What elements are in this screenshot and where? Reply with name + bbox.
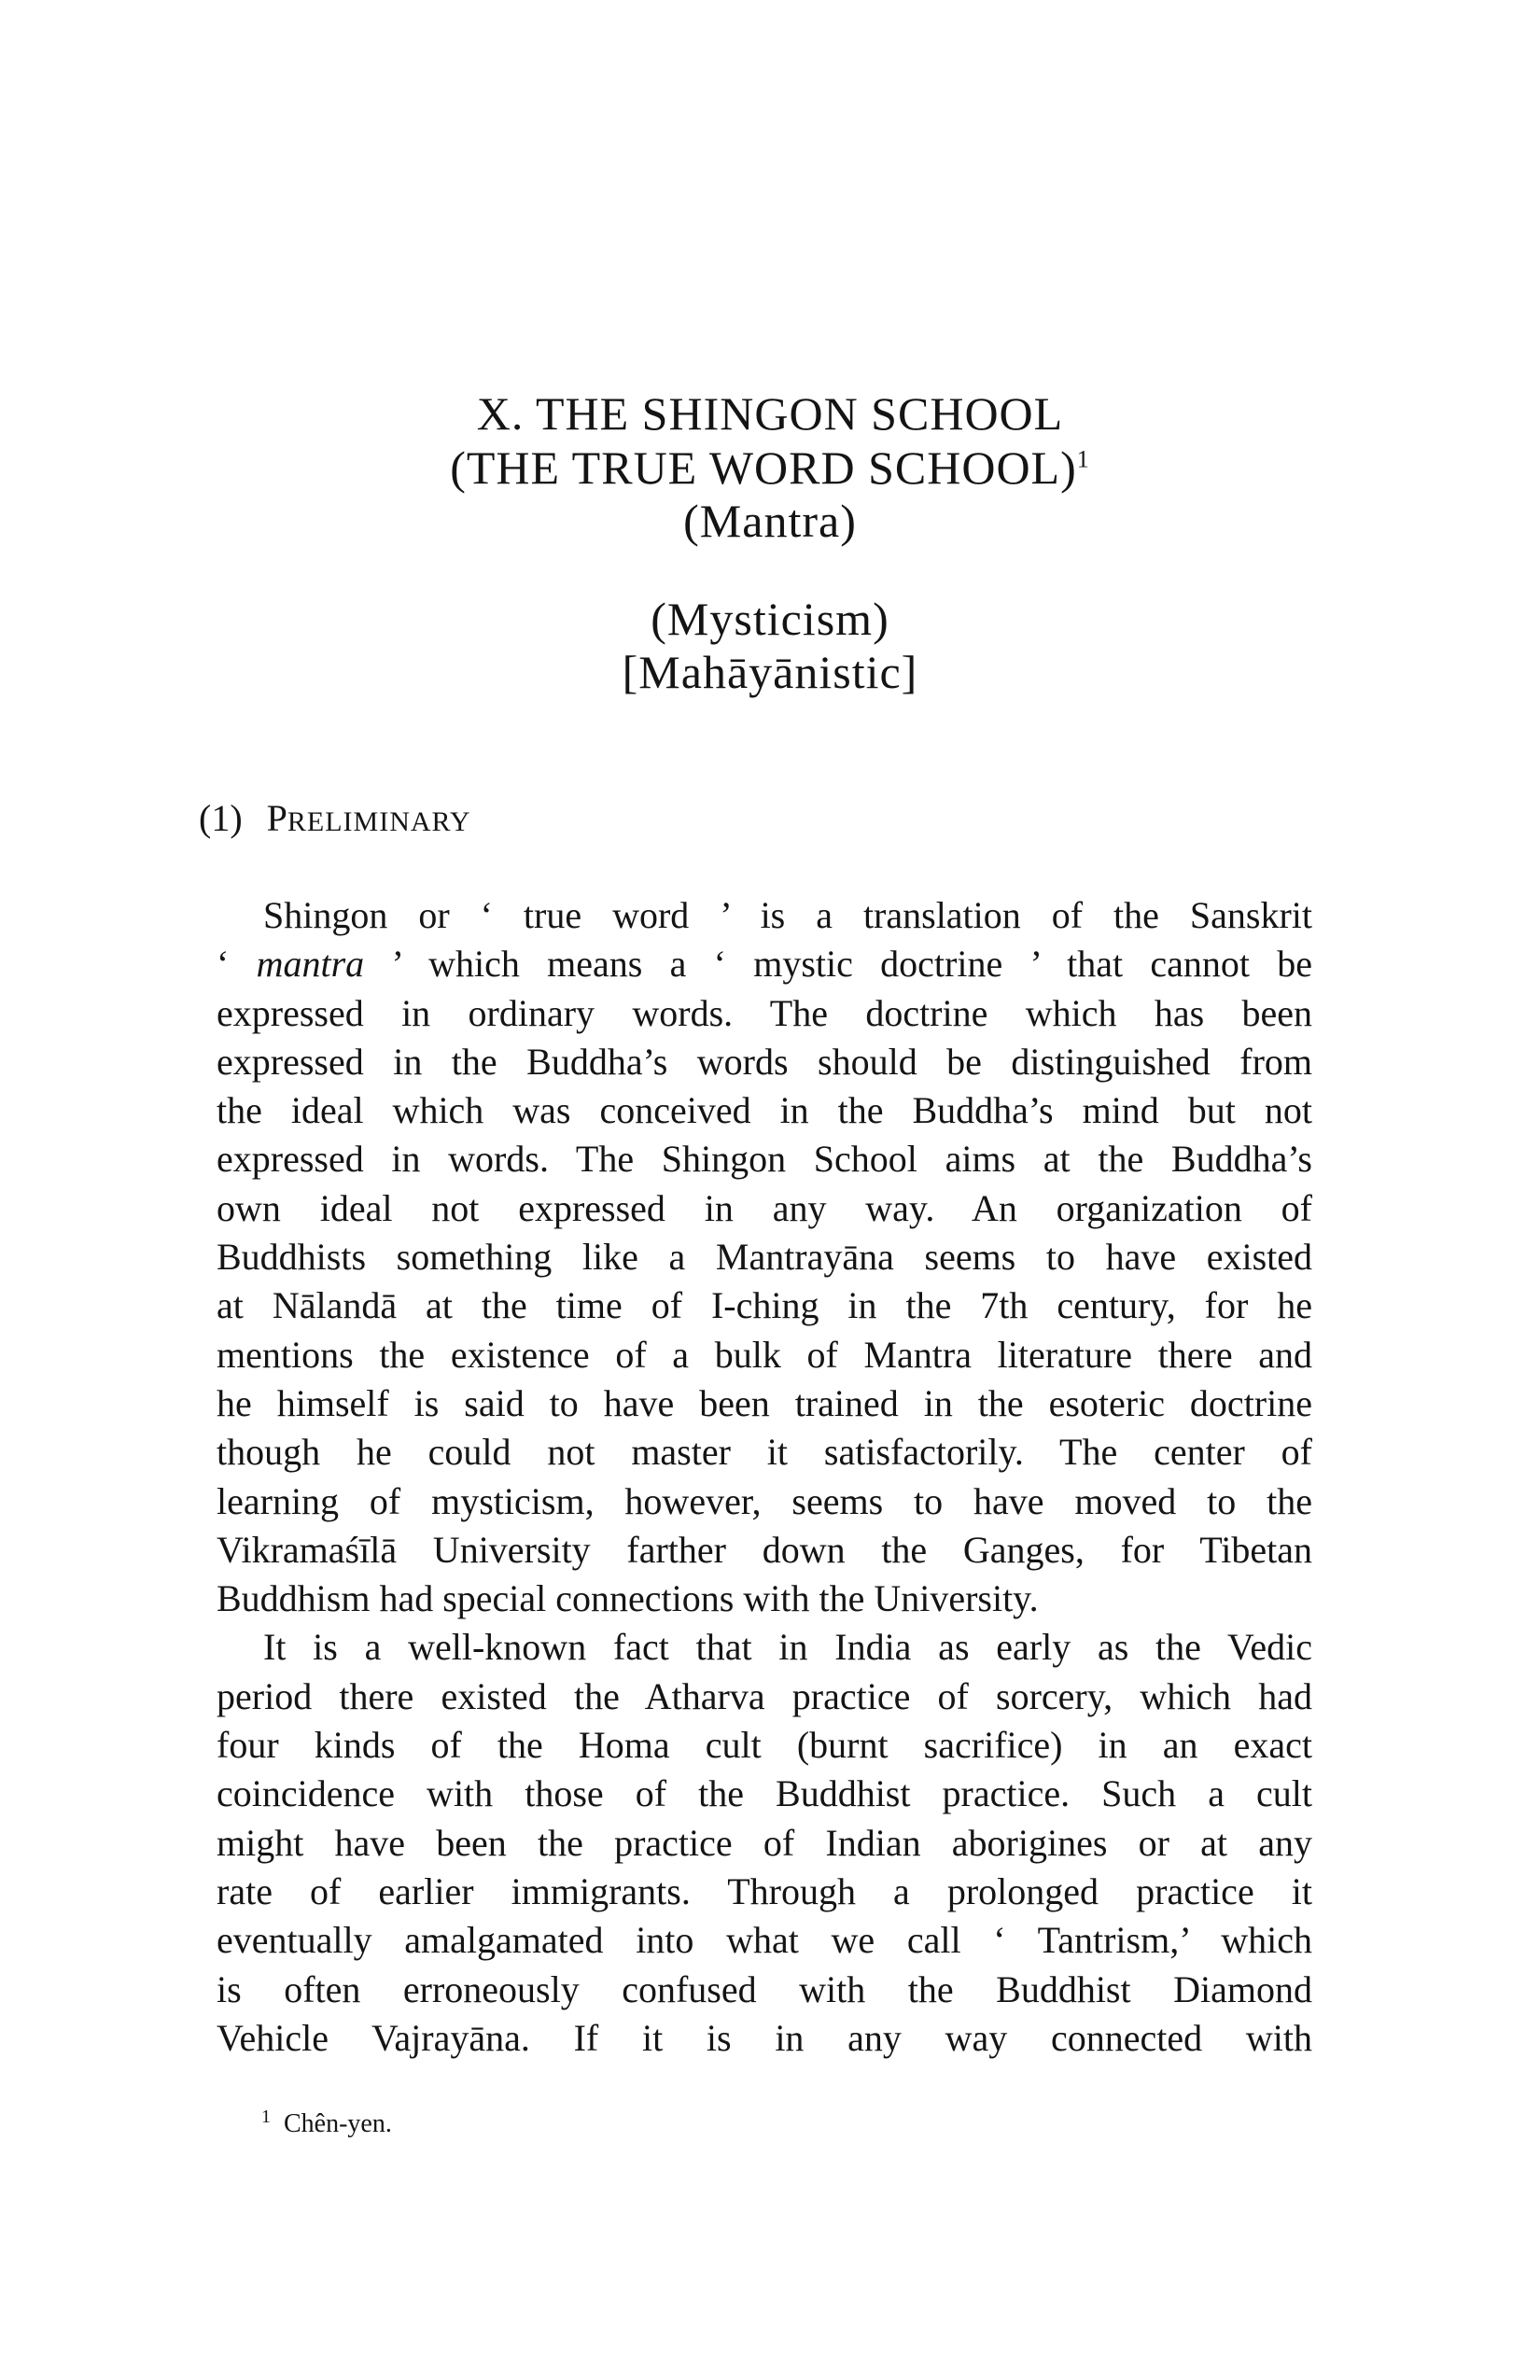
text-line: mentions the existence of a bulk of Mantra literature there and [217,1333,1312,1376]
chapter-subtitle-text: (THE TRUE WORD SCHOOL) [450,441,1077,494]
text-line: Vikramaśīlā University farther down the Ganges, for Tibetan [217,1528,1312,1571]
paragraph [217,891,1312,1623]
text-line: rate of earlier immigrants. Through a prolonged practice it [217,1869,1312,1912]
text-line: Vehicle Vajrayāna. If it is in any way connected with [217,2016,1312,2059]
text-line: ‘ mantra ’ which means a ‘ mystic doctrine ’ that cannot be [217,943,1312,986]
footnote-reference-mark: 1 [1076,445,1090,473]
text-line: Buddhists something like a Mantrayāna seems to have existed [217,1236,1312,1279]
text-line: he himself is said to have been trained in the esoteric doctrine [217,1381,1312,1424]
chapter-title [0,385,1540,442]
section-heading [199,795,471,846]
text-line: expressed in the Buddha’s words should be distinguished from [217,1040,1312,1083]
chapter-subtitle-mahayanistic [0,643,1540,701]
text-line: might have been the practice of Indian aborigines or at any [217,1821,1312,1864]
footnote-text: Chên-yen. [284,2109,392,2138]
footnote [261,2107,392,2141]
text-line: It is a well-known fact that in India as early as the Vedic [263,1626,1312,1669]
chapter-title-text: X. THE SHINGON SCHOOL [476,387,1064,440]
text-line: expressed in ordinary words. The doctrine which has been [217,991,1312,1034]
body-text [217,891,1312,2063]
text-line: period there existed the Atharva practice of sorcery, which had [217,1674,1312,1717]
mantra-label: (Mantra) [683,495,857,547]
text-line: Buddhism had special connections with the University. [217,1577,1039,1620]
text-line: learning of mysticism, however, seems to have moved to the [217,1479,1312,1522]
section-heading-initial: P [266,797,287,839]
text-line: coincidence with those of the Buddhist practice. Such a cult [217,1772,1312,1815]
text-line: is often erroneously confused with the Buddhist Diamond [217,1967,1312,2010]
text-line: though he could not master it satisfactorily. The center of [217,1431,1312,1474]
mahayanistic-label: [Mahāyānistic] [622,646,918,698]
chapter-subtitle-mysticism [0,590,1540,648]
chapter-subtitle [0,439,1540,497]
section-heading-rest: RELIMINARY [287,806,471,837]
section-number: (1) [199,797,243,839]
text-line: expressed in words. The Shingon School aims at the Buddha’s [217,1138,1312,1181]
text-line: the ideal which was conceived in the Buddha’s mind but not [217,1089,1312,1132]
text-line: four kinds of the Homa cult (burnt sacrifice) in an exact [217,1724,1312,1767]
text-line: own ideal not expressed in any way. An organization of [217,1186,1312,1229]
paragraph [217,1623,1312,2063]
text-line: at Nālandā at the time of I-ching in the 7th century, for he [217,1284,1312,1327]
chapter-subtitle-mantra [0,492,1540,550]
text-line: eventually amalgamated into what we call ‘ Tantrism,’ which [217,1919,1312,1962]
text-line: Shingon or ‘ true word ’ is a translation of the Sanskrit [263,894,1312,936]
mysticism-label: (Mysticism) [651,593,889,645]
footnote-number: 1 [261,2106,271,2127]
